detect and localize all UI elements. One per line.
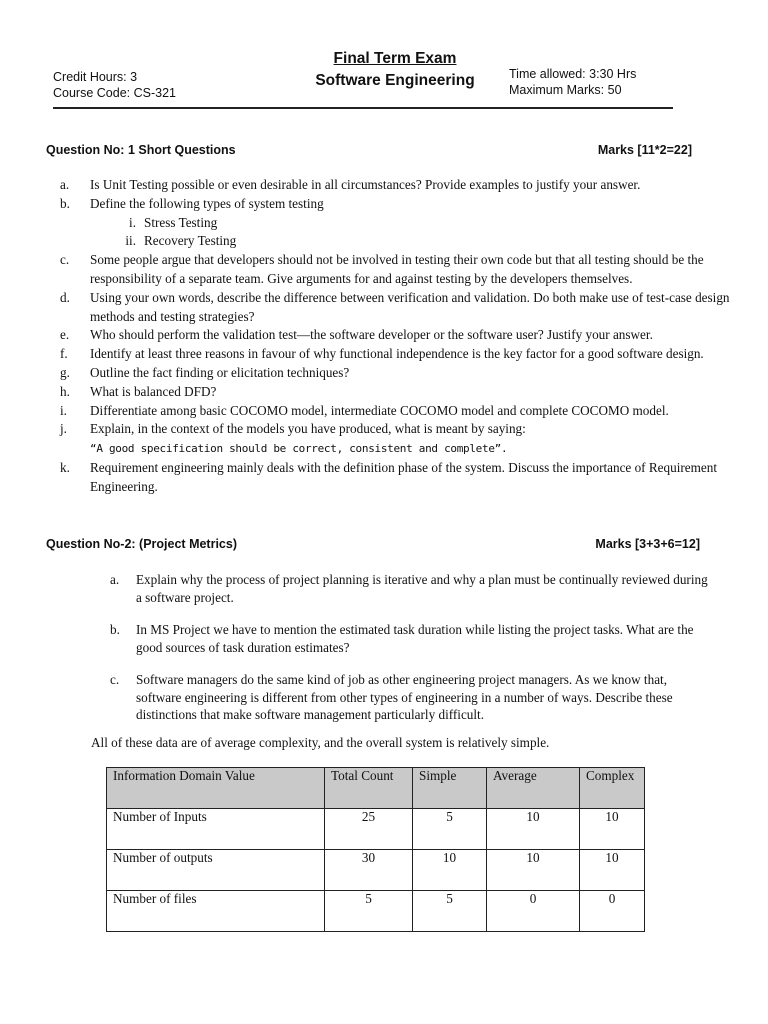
- exam-title-block: [260, 48, 530, 92]
- q2-heading: [46, 537, 700, 551]
- table-cell: 25: [325, 809, 413, 850]
- table-row: [107, 809, 645, 850]
- table-cell: 10: [413, 850, 487, 891]
- exam-title: Final Term Exam: [333, 50, 457, 67]
- table-row: [107, 891, 645, 932]
- list-item: b. In MS Project we have to mention the estimated task duration while listing the project tasks. What are the good sources of task duration estimates?: [110, 622, 694, 655]
- q2-title: Question No-2: (Project Metrics): [46, 537, 237, 551]
- exam-info: [509, 66, 636, 98]
- credit-hours: Credit Hours: 3: [53, 70, 138, 84]
- table-cell: 5: [413, 891, 487, 932]
- table-row: [107, 850, 645, 891]
- specification-quote: “A good specification should be correct, consistent and complete”.: [90, 442, 508, 456]
- header-divider: [53, 107, 673, 109]
- list-item: h. What is balanced DFD?: [60, 383, 217, 399]
- course-code: Course Code: CS-321: [53, 86, 176, 100]
- column-header: Simple: [413, 768, 487, 809]
- data-note: All of these data are of average complexity, and the overall system is relatively simple.: [91, 735, 550, 750]
- q2-marks: Marks [3+3+6=12]: [595, 537, 700, 551]
- table-cell: Number of outputs: [107, 850, 325, 891]
- table-cell: Number of Inputs: [107, 809, 325, 850]
- q1-marks: Marks [11*2=22]: [597, 143, 692, 157]
- table-cell: 0: [487, 891, 580, 932]
- table-cell: 30: [325, 850, 413, 891]
- column-header: Information Domain Value: [107, 768, 325, 809]
- list-item: d. Using your own words, describe the difference between verification and validation. Do both make use of test-case design methods and testing strategies?: [60, 289, 730, 324]
- list-item: c. Software managers do the same kind of job as other engineering project managers. As we know that, software engineering is different from other types of engineering in a number of ways. Describe these distinctions that make software management particularly difficult.: [110, 672, 673, 722]
- function-point-table: [106, 767, 645, 932]
- q2-list: [110, 571, 710, 739]
- course-info: [53, 69, 176, 101]
- sub-item: i. Stress Testing: [129, 214, 218, 230]
- table-cell: 5: [413, 809, 487, 850]
- list-item: a. Explain why the process of project planning is iterative and why a plan must be continually reviewed during a software project.: [110, 572, 708, 605]
- list-item: c. Some people argue that developers should not be involved in testing their own code but that all testing should be the responsibility of a separate team. Give arguments for and against testing by the developers themselves.: [60, 252, 704, 286]
- table-cell: 10: [487, 850, 580, 891]
- column-header: Total Count: [325, 768, 413, 809]
- list-item: j. Explain, in the context of the models you have produced, what is meant by saying: “A good specification should be correct, consistent and complete”.: [60, 421, 526, 456]
- list-item: k. Requirement engineering mainly deals with the definition phase of the system. Discuss the importance of Requirement Engineering.: [60, 459, 717, 494]
- list-item: e. Who should perform the validation test—the software developer or the software user? Justify your answer.: [60, 327, 653, 343]
- table-cell: 10: [580, 850, 645, 891]
- list-item: i. Differentiate among basic COCOMO model, intermediate COCOMO model and complete COCOMO model.: [60, 402, 669, 418]
- table-header-row: [107, 768, 645, 809]
- sub-item: ii. Recovery Testing: [125, 233, 237, 249]
- time-allowed: Time allowed: 3:30 Hrs: [509, 67, 637, 81]
- column-header: Complex: [580, 768, 645, 809]
- list-item: b. Define the following types of system testing: [60, 195, 324, 211]
- q1-list: [60, 176, 750, 497]
- q1-heading: [46, 143, 700, 157]
- table-cell: 5: [325, 891, 413, 932]
- list-item: g. Outline the fact finding or elicitation techniques?: [60, 364, 350, 380]
- table-cell: 10: [487, 809, 580, 850]
- table-cell: 0: [580, 891, 645, 932]
- list-item: f. Identify at least three reasons in favour of why functional independence is the key factor for a good software design.: [60, 346, 704, 362]
- list-item: a. Is Unit Testing possible or even desirable in all circumstances? Provide examples to justify your answer.: [60, 177, 641, 192]
- table-cell: 10: [580, 809, 645, 850]
- maximum-marks: Maximum Marks: 50: [509, 83, 622, 97]
- table-cell: Number of files: [107, 891, 325, 932]
- q1-title: Question No: 1 Short Questions: [46, 143, 236, 157]
- exam-subject: Software Engineering: [315, 72, 475, 89]
- column-header: Average: [487, 768, 580, 809]
